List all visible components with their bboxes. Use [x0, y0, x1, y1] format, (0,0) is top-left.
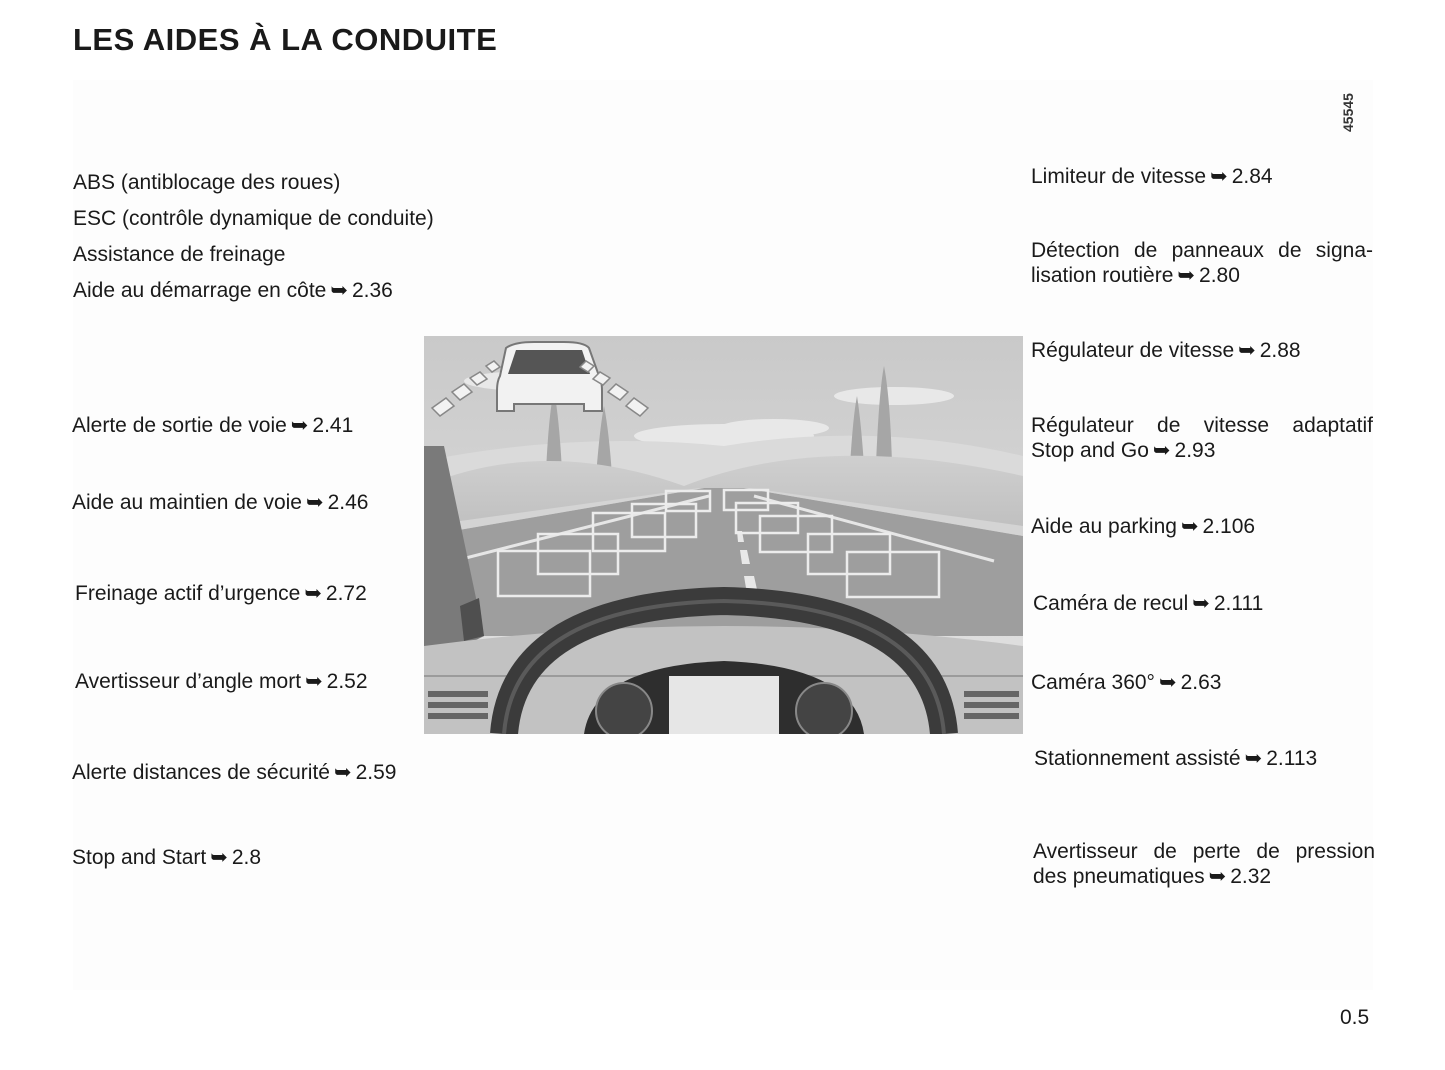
item-cruise-control: Régulateur de vitesse ➥ 2.88 — [1031, 339, 1301, 362]
page-link[interactable]: 2.113 — [1266, 747, 1318, 770]
page-link[interactable]: 2.111 — [1213, 592, 1264, 615]
item-lane-keeping: Aide au maintien de voie ➥ 2.46 — [72, 491, 369, 514]
item-traffic-sign: Détection de panneaux de signa- lisation routière ➥ 2.80 — [1031, 239, 1373, 287]
item-adaptive-cruise: Régulateur de vitesse adaptatif Stop and Go ➥ 2.93 — [1031, 414, 1373, 462]
arrow-icon: ➥ — [290, 414, 309, 437]
item-360-camera: Caméra 360° ➥ 2.63 — [1031, 671, 1222, 694]
page-link[interactable]: 2.88 — [1259, 339, 1301, 362]
arrow-icon: ➥ — [1180, 515, 1199, 538]
arrow-icon: ➥ — [1152, 439, 1171, 462]
arrow-icon: ➥ — [1208, 865, 1227, 888]
arrow-icon: ➥ — [304, 582, 322, 605]
page-link[interactable]: 2.80 — [1199, 264, 1240, 287]
arrow-icon: ➥ — [1238, 339, 1256, 362]
arrow-icon: ➥ — [1210, 165, 1228, 188]
page-link[interactable]: 2.52 — [326, 670, 368, 693]
figure-reference-code: 45545 — [1340, 93, 1356, 133]
car-icon — [497, 342, 602, 411]
page-link[interactable]: 2.59 — [355, 761, 397, 784]
item-lane-departure: Alerte de sortie de voie ➥ 2.41 — [72, 414, 354, 437]
page-title: LES AIDES À LA CONDUITE — [73, 22, 498, 57]
page-number: 0.5 — [1340, 1006, 1370, 1029]
item-assisted-parking: Stationnement assisté ➥ 2.113 — [1034, 747, 1318, 770]
arrow-icon: ➥ — [1192, 592, 1210, 615]
page-link[interactable]: 2.8 — [231, 846, 262, 869]
item-emergency-braking: Freinage actif d’urgence ➥ 2.72 — [75, 582, 367, 605]
page-link[interactable]: 2.106 — [1202, 515, 1256, 538]
item-stop-start: Stop and Start ➥ 2.8 — [72, 846, 262, 869]
arrow-icon: ➥ — [1158, 671, 1177, 694]
arrow-icon: ➥ — [305, 670, 323, 693]
page-link[interactable]: 2.63 — [1180, 671, 1222, 694]
item-speed-limiter: Limiteur de vitesse ➥ 2.84 — [1031, 165, 1273, 188]
arrow-icon: ➥ — [1244, 747, 1263, 770]
item-abs: ABS (antiblocage des roues) — [73, 171, 341, 194]
arrow-icon: ➥ — [333, 761, 352, 784]
item-rear-camera: Caméra de recul ➥ 2.111 — [1033, 592, 1264, 615]
page-link[interactable]: 2.41 — [312, 414, 354, 437]
item-tyre-pressure: Avertisseur de perte de pression des pneumatiques ➥ 2.32 — [1033, 840, 1375, 888]
arrow-icon: ➥ — [306, 491, 324, 514]
driver-view-illustration — [424, 336, 1023, 734]
item-esc: ESC (contrôle dynamique de conduite) — [73, 207, 434, 230]
item-blind-spot: Avertisseur d’angle mort ➥ 2.52 — [75, 670, 368, 693]
item-safety-distance: Alerte distances de sécurité ➥ 2.59 — [72, 761, 397, 784]
page-link[interactable]: 2.36 — [351, 279, 393, 302]
page-link[interactable]: 2.46 — [327, 491, 369, 514]
page-link[interactable]: 2.72 — [325, 582, 367, 605]
page-link[interactable]: 2.32 — [1230, 865, 1272, 888]
item-brake-assist: Assistance de freinage — [73, 243, 286, 266]
page-link[interactable]: 2.93 — [1174, 439, 1216, 462]
arrow-icon: ➥ — [330, 279, 348, 302]
arrow-icon: ➥ — [1177, 264, 1196, 287]
arrow-icon: ➥ — [210, 846, 228, 869]
item-parking-aid: Aide au parking ➥ 2.106 — [1031, 515, 1256, 538]
item-hill-start: Aide au démarrage en côte ➥ 2.36 — [73, 279, 393, 302]
page-link[interactable]: 2.84 — [1231, 165, 1273, 188]
